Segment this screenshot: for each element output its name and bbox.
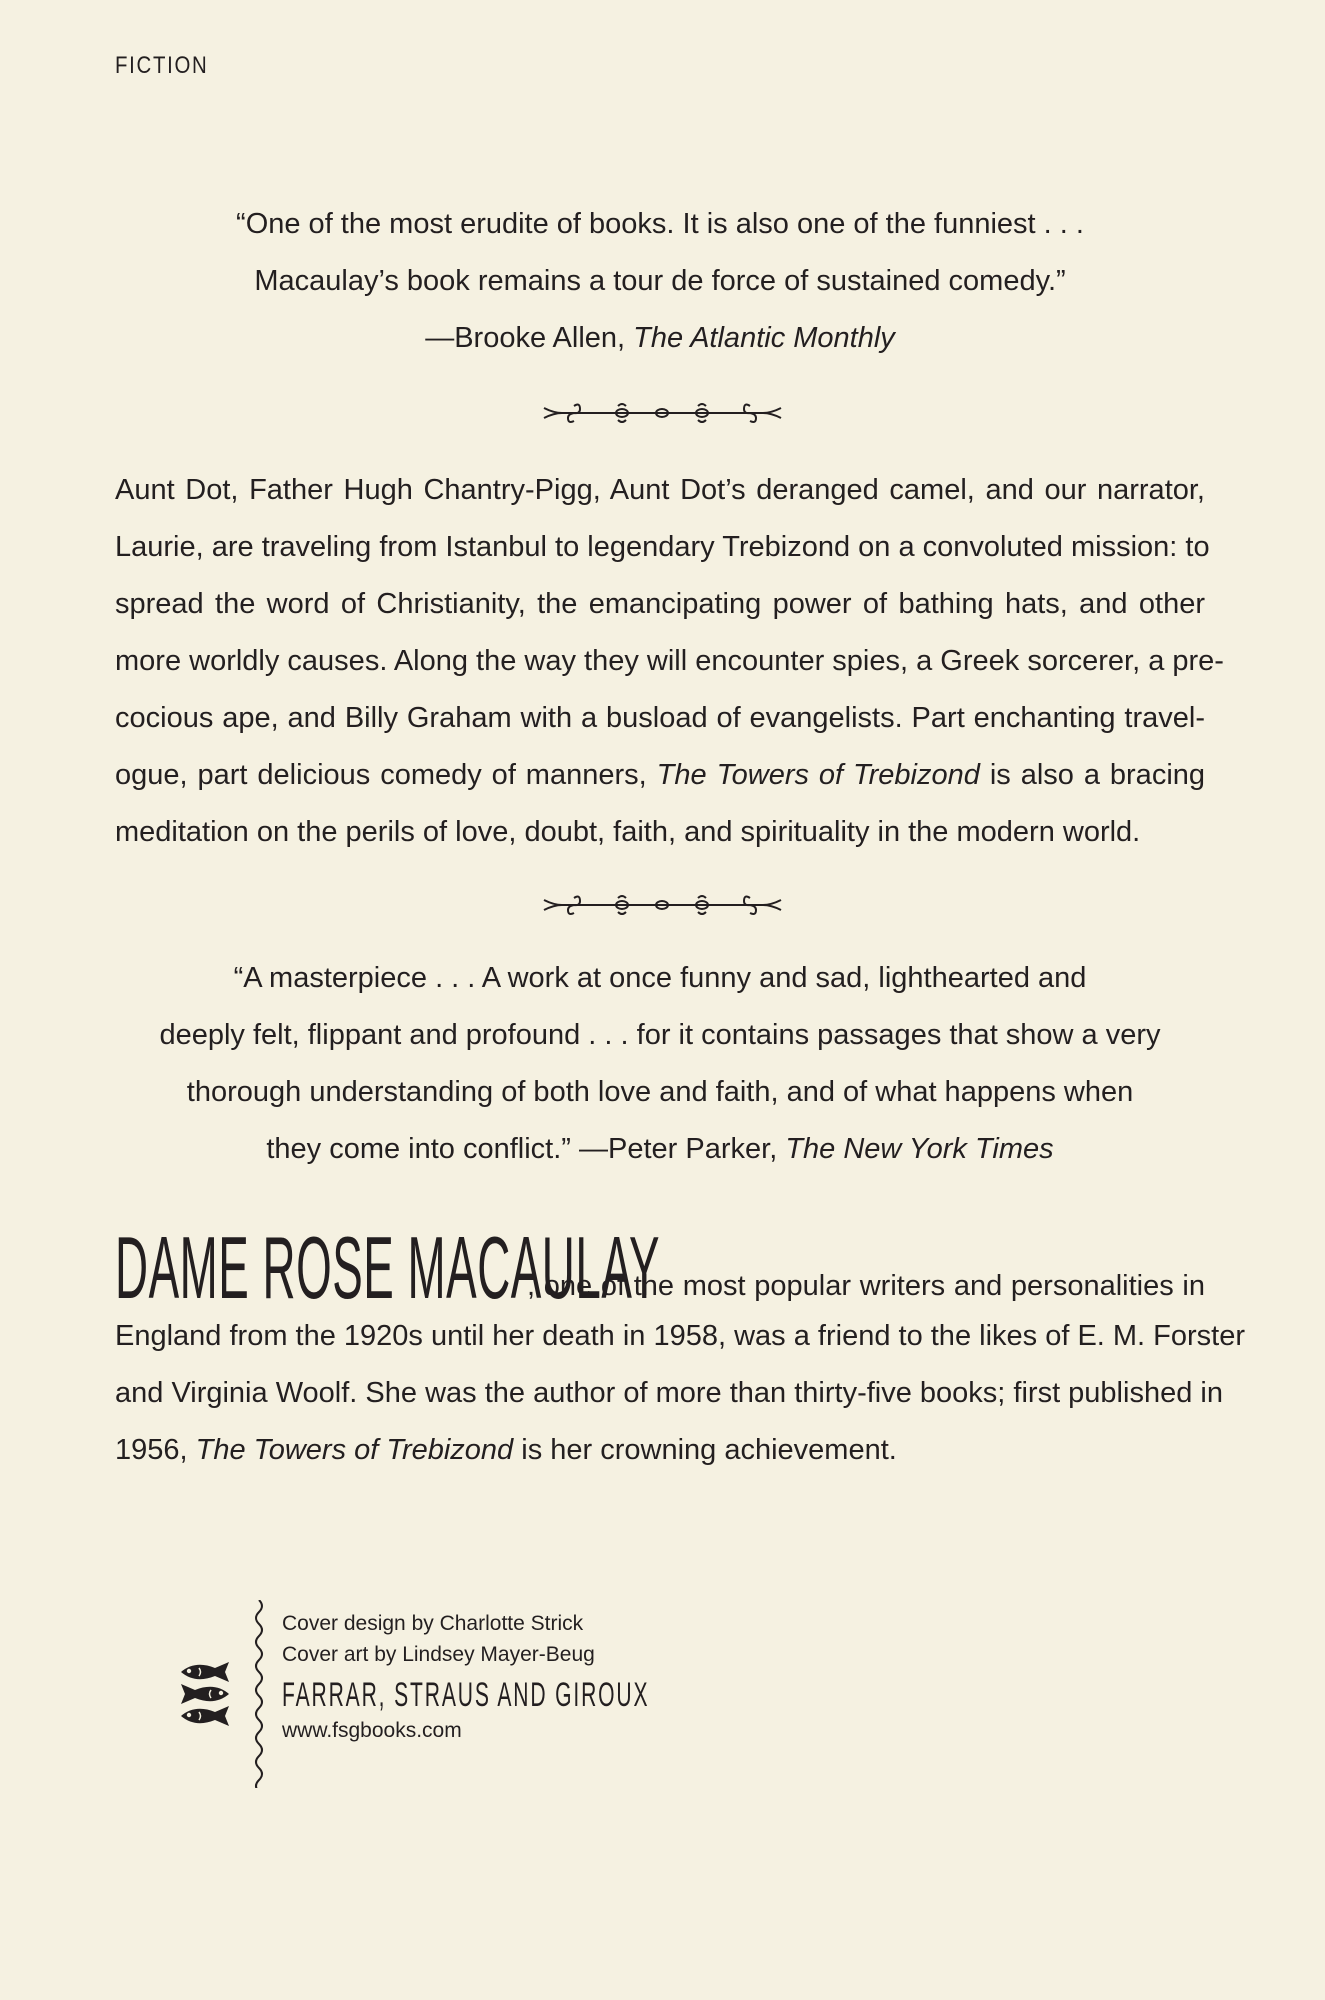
- book-description: [115, 462, 1224, 861]
- credits-block: [282, 1608, 875, 1746]
- quote-attribution: [115, 1121, 1205, 1178]
- cover-art-credit: Cover art by Lindsey Mayer-Beug: [282, 1643, 595, 1666]
- attribution-author: —Brooke Allen,: [425, 322, 634, 354]
- description-line: Aunt Dot, Father Hugh Chantry-Pigg, Aunt Dot’s deranged camel, and our narrator,: [115, 474, 1205, 506]
- author-bio: [115, 1212, 1246, 1479]
- ornament-divider-icon: [540, 888, 785, 922]
- quote-line: “One of the most erudite of books. It is also one of the funniest . . .: [236, 208, 1084, 240]
- quote-line: “A masterpiece . . . A work at once funny and sad, lighthearted and: [233, 962, 1087, 994]
- bio-line: England from the 1920s until her death in 1958, was a friend to the likes of E. M. Forster: [115, 1320, 1246, 1352]
- quote-line: deeply felt, flippant and profound . . . for it contains passages that show a very: [159, 1019, 1161, 1051]
- quote-line: Macaulay’s book remains a tour de force of sustained comedy.”: [254, 265, 1066, 297]
- description-text: ogue, part delicious comedy of manners,: [115, 759, 647, 791]
- author-name: DAME ROSE MACAULAY: [115, 1218, 661, 1317]
- quote-attribution: [115, 310, 1205, 367]
- quote-text: they come into conflict.” —Peter Parker,: [266, 1133, 786, 1165]
- bio-first-line: [115, 1212, 1205, 1317]
- bio-line: and Virginia Woolf. She was the author of more than thirty-five books; first published in: [115, 1377, 1223, 1409]
- description-line: meditation on the perils of love, doubt, faith, and spirituality in the modern world.: [115, 816, 1141, 848]
- attribution-source: The New York Times: [785, 1133, 1054, 1165]
- review-quote-atlantic: [115, 196, 1205, 367]
- description-line: cocious ape, and Billy Graham with a busload of evangelists. Part enchanting travel-: [115, 702, 1205, 734]
- book-title: The Towers of Trebizond: [656, 759, 980, 791]
- quote-line: thorough understanding of both love and faith, and of what happens when: [186, 1076, 1134, 1108]
- review-quote-nyt: [115, 950, 1205, 1178]
- squiggle-divider-icon: [252, 1600, 266, 1788]
- publisher-name: FARRAR, STRAUS AND GIROUX: [282, 1676, 650, 1714]
- publisher-website: www.fsgbooks.com: [282, 1719, 462, 1742]
- book-title: The Towers of Trebizond: [195, 1434, 514, 1466]
- description-line: more worldly causes. Along the way they will encounter spies, a Greek sorcerer, a pre-: [115, 645, 1224, 677]
- description-line: spread the word of Christianity, the emancipating power of bathing hats, and other: [115, 588, 1205, 620]
- bio-text: is her crowning achievement.: [513, 1434, 897, 1466]
- description-text: is also a bracing: [989, 759, 1206, 791]
- description-line: [115, 747, 1205, 804]
- cover-design-credit: Cover design by Charlotte Strick: [282, 1612, 584, 1635]
- attribution-source: The Atlantic Monthly: [633, 322, 895, 354]
- bio-text: 1956,: [115, 1434, 196, 1466]
- bio-line: [115, 1422, 1205, 1479]
- bio-text: , one of the most popular writers and personalities in: [527, 1270, 1205, 1302]
- three-fish-icon: [175, 1658, 235, 1728]
- description-line: Laurie, are traveling from Istanbul to legendary Trebizond on a convoluted mission: to: [115, 531, 1210, 563]
- genre-label: FICTION: [115, 52, 209, 79]
- ornament-divider-icon: [540, 396, 785, 430]
- colophon: [175, 1600, 675, 1790]
